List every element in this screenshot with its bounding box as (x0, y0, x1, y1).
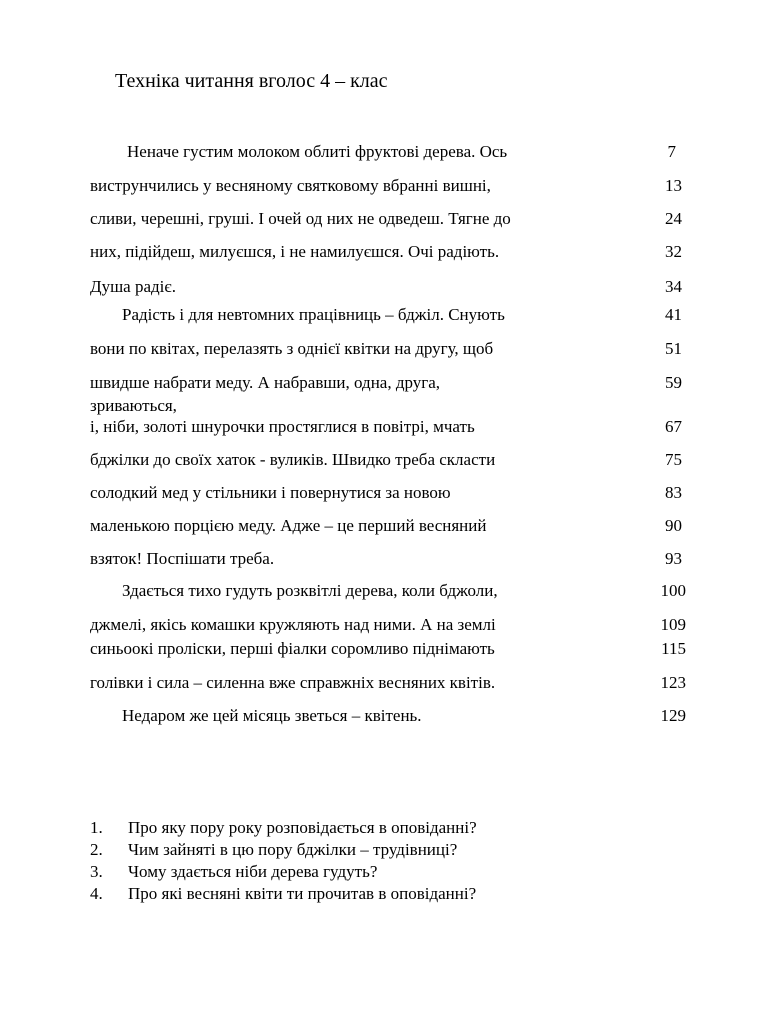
question-number: 2. (90, 840, 103, 859)
word-count: 7 (667, 142, 676, 161)
question-text: Про яку пору року розповідається в оповіданні? (128, 818, 477, 837)
text-line (90, 395, 688, 417)
word-count: 123 (660, 673, 686, 692)
line-text: них, підійдеш, милуєшся, і не намилуєшся. Очі радіють. (90, 242, 500, 261)
line-text: джмелі, якісь комашки кружляють над ними. А на землі (90, 615, 496, 634)
word-count: 51 (665, 339, 682, 358)
question-number: 4. (90, 884, 103, 903)
line-text: Душа радіє. (90, 277, 176, 296)
text-line (90, 241, 688, 263)
text-line (90, 141, 688, 163)
question-item (90, 861, 477, 883)
line-text: зриваються, (90, 396, 177, 415)
text-line (90, 672, 688, 694)
line-text: солодкий мед у стільники і повернутися за новою (90, 483, 451, 502)
question-item (90, 839, 477, 861)
text-line (90, 638, 688, 660)
text-line (90, 515, 688, 537)
line-text: Радість і для невтомних працівниць – бджіл. Снують (122, 305, 505, 324)
word-count: 115 (661, 639, 686, 658)
line-text: Неначе густим молоком облиті фруктові дерева. Ось (127, 142, 508, 161)
word-count: 129 (660, 706, 686, 725)
word-count: 41 (665, 305, 682, 324)
question-number: 1. (90, 818, 103, 837)
text-line (90, 276, 688, 298)
question-text: Чому здається ніби дерева гудуть? (128, 862, 378, 881)
line-text: бджілки до своїх хаток - вуликів. Швидко треба скласти (90, 450, 496, 469)
text-line (90, 175, 688, 197)
word-count: 100 (660, 581, 686, 600)
text-line (90, 482, 688, 504)
word-count: 59 (665, 373, 682, 392)
line-text: вони по квітах, перелазять з однієї квітки на другу, щоб (90, 339, 494, 358)
question-number: 3. (90, 862, 103, 881)
text-line (90, 548, 688, 570)
line-text: сливи, черешні, груші. І очей од них не одведеш. Тягне до (90, 209, 511, 228)
line-text: взяток! Поспішати треба. (90, 549, 275, 568)
word-count: 90 (665, 516, 682, 535)
word-count: 75 (665, 450, 682, 469)
questions-list (90, 817, 477, 905)
text-line (90, 705, 688, 727)
word-count: 109 (660, 615, 686, 634)
text-line (90, 416, 688, 438)
line-text: виструнчились у весняному святковому вбранні вишні, (90, 176, 491, 195)
question-text: Чим зайняті в цю пору бджілки – трудівниці? (128, 840, 458, 859)
line-text: синьоокі проліски, перші фіалки соромливо піднімають (90, 639, 495, 658)
word-count: 32 (665, 242, 682, 261)
text-line (90, 304, 688, 326)
question-item (90, 817, 477, 839)
text-line (90, 208, 688, 230)
question-text: Про які весняні квіти ти прочитав в оповіданні? (128, 884, 477, 903)
text-line (90, 449, 688, 471)
text-line (90, 580, 688, 602)
text-line (90, 614, 688, 636)
line-text: швидше набрати меду. А набравши, одна, друга, (90, 373, 441, 392)
word-count: 24 (665, 209, 682, 228)
word-count: 34 (665, 277, 682, 296)
text-line (90, 372, 688, 394)
line-text: Недаром же цей місяць зветься – квітень. (122, 706, 422, 725)
line-text: голівки і сила – силенна вже справжніх весняних квітів. (90, 673, 496, 692)
question-item (90, 883, 477, 905)
line-text: маленькою порцією меду. Адже – це перший весняний (90, 516, 487, 535)
document-title: Техніка читання вголос 4 – клас (115, 70, 388, 92)
word-count: 13 (665, 176, 682, 195)
word-count: 93 (665, 549, 682, 568)
line-text: Здається тихо гудуть розквітлі дерева, коли бджоли, (122, 581, 498, 600)
text-line (90, 338, 688, 360)
word-count: 67 (665, 417, 682, 436)
line-text: і, ніби, золоті шнурочки простяглися в повітрі, мчать (90, 417, 475, 436)
word-count: 83 (665, 483, 682, 502)
